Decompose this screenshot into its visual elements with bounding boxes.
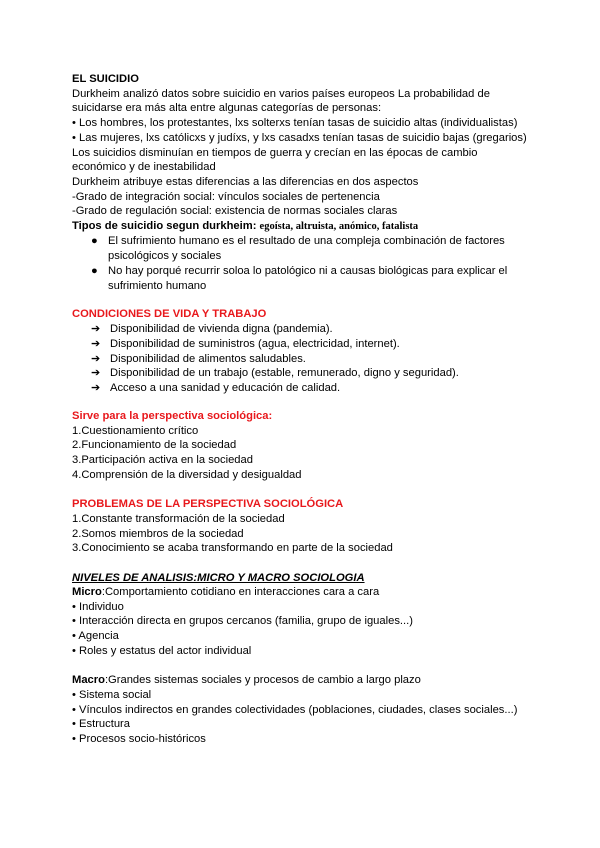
macro-item: • Sistema social — [72, 689, 152, 701]
suicidio-line-4: económico y de inestabilidad — [72, 161, 216, 173]
micro-item: • Individuo — [72, 601, 124, 613]
suicidio-bullet-1: • Los hombres, los protestantes, lxs solterxs tenían tasas de suicidio altas (individualistas) — [72, 117, 518, 129]
dot-item-1-line-2: psicológicos y sociales — [108, 250, 222, 262]
micro-label: Micro — [72, 586, 102, 598]
sirve-item: 2.Funcionamiento de la sociedad — [72, 439, 237, 451]
tipos-values: egoísta, altruista, anómico, fatalista — [259, 221, 419, 232]
dot-item-1-line-1: El sufrimiento humano es el resultado de una compleja combinación de factores — [108, 235, 505, 247]
tipos-label: Tipos de suicidio segun durkheim: — [72, 220, 260, 232]
suicidio-line-3: Los suicidios disminuían en tiempos de guerra y crecían en las épocas de cambio — [72, 147, 478, 159]
sirve-title: Sirve para la perspectiva sociológica: — [72, 410, 273, 422]
sirve-item: 1.Cuestionamiento crítico — [72, 425, 199, 437]
arrow-right-icon: ➔ — [91, 323, 101, 335]
condiciones-item: Disponibilidad de vivienda digna (pandemia). — [110, 323, 333, 335]
problemas-item: 2.Somos miembros de la sociedad — [72, 528, 244, 540]
bullet-dot-icon: ● — [91, 265, 98, 277]
micro-item: • Interacción directa en grupos cercanos (familia, grupo de iguales...) — [72, 615, 413, 627]
condiciones-item: Disponibilidad de un trabajo (estable, remunerado, digno y seguridad). — [110, 367, 459, 379]
condiciones-title: CONDICIONES DE VIDA Y TRABAJO — [72, 308, 267, 320]
macro-item: • Estructura — [72, 718, 131, 730]
suicidio-line-7: -Grado de regulación social: existencia de normas sociales claras — [72, 205, 398, 217]
sirve-item: 4.Comprensión de la diversidad y desigualdad — [72, 469, 302, 481]
problemas-title: PROBLEMAS DE LA PERSPECTIVA SOCIOLÓGICA — [72, 498, 344, 510]
macro-desc: :Grandes sistemas sociales y procesos de cambio a largo plazo — [104, 674, 421, 686]
dot-item-2-line-2: sufrimiento humano — [108, 280, 207, 292]
arrow-right-icon: ➔ — [91, 382, 101, 394]
micro-desc: :Comportamiento cotidiano en interacciones cara a cara — [101, 586, 380, 598]
suicidio-bullet-2: • Las mujeres, lxs católicxs y judíxs, y lxs casadxs tenían tasas de suicidio bajas (gregarios) — [72, 132, 527, 144]
micro-item: • Agencia — [72, 630, 119, 642]
arrow-right-icon: ➔ — [91, 338, 101, 350]
micro-item: • Roles y estatus del actor individual — [72, 645, 252, 657]
condiciones-item: Acceso a una sanidad y educación de calidad. — [110, 382, 341, 394]
dot-item-2-line-1: No hay porqué recurrir soloa lo patológico ni a causas biológicas para explicar el — [108, 265, 508, 277]
macro-item: • Procesos socio-históricos — [72, 733, 206, 745]
arrow-right-icon: ➔ — [91, 353, 101, 365]
problemas-item: 1.Constante transformación de la sociedad — [72, 513, 285, 525]
suicidio-line-6: -Grado de integración social: vínculos sociales de pertenencia — [72, 191, 380, 203]
arrow-right-icon: ➔ — [91, 367, 101, 379]
suicidio-title: EL SUICIDIO — [72, 73, 139, 85]
macro-definition — [72, 673, 421, 687]
micro-definition — [72, 585, 379, 599]
condiciones-item: Disponibilidad de alimentos saludables. — [110, 353, 306, 365]
suicidio-intro-line-1: Durkheim analizó datos sobre suicidio en varios países europeos La probabilidad de — [72, 88, 490, 100]
bullet-dot-icon: ● — [91, 235, 98, 247]
condiciones-item: Disponibilidad de suministros (agua, electricidad, internet). — [110, 338, 400, 350]
sirve-item: 3.Participación activa en la sociedad — [72, 454, 253, 466]
problemas-item: 3.Conocimiento se acaba transformando en parte de la sociedad — [72, 542, 393, 554]
niveles-title: NIVELES DE ANALISIS:MICRO Y MACRO SOCIOLOGIA — [72, 572, 365, 584]
suicidio-intro-line-2: suicidarse era más alta entre algunas categorías de personas: — [72, 102, 382, 114]
macro-item: • Vínculos indirectos en grandes colectividades (poblaciones, ciudades, clases sociales...) — [72, 704, 518, 716]
macro-label: Macro — [72, 674, 105, 686]
suicidio-line-5: Durkheim atribuye estas diferencias a las diferencias en dos aspectos — [72, 176, 419, 188]
tipos-de-suicidio — [72, 219, 418, 234]
